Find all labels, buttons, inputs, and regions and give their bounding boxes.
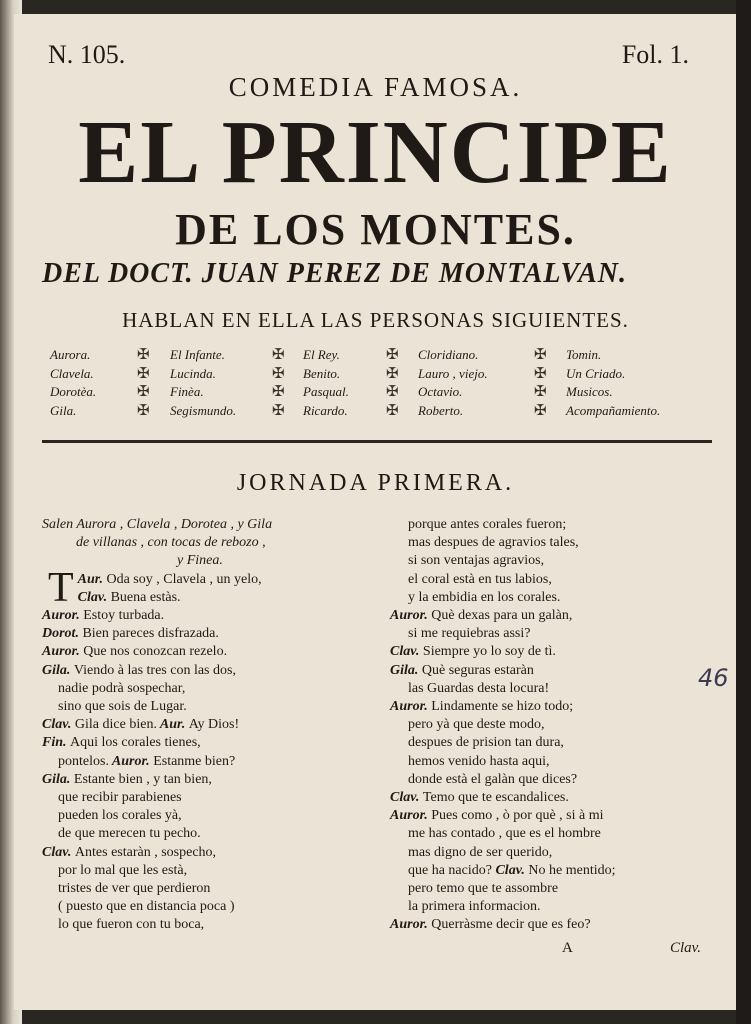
verse-text: pero temo que te assombre [408, 881, 559, 897]
verse-text: si son ventajas agravios, [408, 553, 545, 569]
cross-ornament: ✠ [386, 347, 399, 363]
verse-line [42, 880, 372, 898]
verse-line [390, 680, 720, 698]
persona-name: Segismundo. [170, 402, 237, 418]
verse-text: pontelos. [58, 753, 109, 769]
speaker: Dorot. [42, 626, 83, 642]
verse-text: Querràsme decir que es feo? [431, 917, 591, 933]
verse-text: sino que sois de Lugar. [58, 699, 187, 715]
verse-line [42, 589, 372, 607]
verse-line [390, 625, 720, 643]
verse-text: el coral està en tus labios, [408, 571, 552, 587]
title-line-2: DE LOS MONTES. [175, 205, 576, 254]
verse-line [42, 898, 372, 916]
dramatis-heading: HABLAN EN ELLA LAS PERSONAS SIGUIENTES. [122, 308, 629, 332]
verse-text: pero yà que deste modo, [408, 717, 545, 733]
verse-text: Lindamente se hizo todo; [431, 699, 574, 715]
separator-rule [42, 440, 712, 443]
verse-line [42, 862, 372, 880]
verse-text: que recibir parabienes [58, 790, 182, 806]
persona-name: Roberto. [418, 402, 464, 418]
verse-line [42, 807, 372, 825]
catchword: Clav. [670, 940, 701, 956]
author-line: DEL DOCT. JUAN PEREZ DE MONTALVAN. [42, 258, 627, 289]
folio-number: Fol. 1. [621, 40, 689, 69]
verse-text: Antes estaràn , sospecho, [74, 844, 217, 860]
verse-line [42, 734, 372, 752]
drop-cap: T [48, 564, 74, 611]
verse-line [42, 844, 372, 862]
cross-ornament-column [386, 346, 399, 420]
speaker: Aur. [156, 717, 189, 733]
speaker: Auror. [390, 608, 432, 624]
persona-name: Ricardo. [303, 402, 348, 418]
verse-line [390, 607, 720, 625]
verse-line [42, 698, 372, 716]
verse-text: Siempre yo lo soy de tì. [422, 644, 556, 660]
cross-ornament: ✠ [137, 384, 150, 400]
verse-line [390, 898, 720, 916]
speaker: Aur. [77, 571, 107, 587]
cross-ornament: ✠ [137, 402, 150, 419]
speaker: Clav. [491, 862, 529, 878]
play-number: N. 105. [48, 40, 126, 69]
verse-line [42, 771, 372, 789]
speaker: Gila. [42, 771, 74, 787]
verse-line [42, 825, 372, 843]
act-heading: JORNADA PRIMERA. [236, 470, 515, 496]
persona-name: Lucinda. [170, 365, 216, 381]
verse-line [42, 753, 372, 771]
verse-line [42, 625, 372, 643]
persona-name: Octavio. [418, 384, 463, 399]
speaker: Clav. [42, 844, 75, 860]
verse-line [390, 698, 720, 716]
verse-line [390, 571, 720, 589]
verse-text: si me requiebras assi? [408, 626, 531, 642]
verse-line [42, 716, 372, 734]
verse-text: Estante bien , y tan bien, [73, 771, 212, 787]
persona-name: Finèa. [170, 384, 204, 399]
persona-name: Benito. [303, 365, 341, 381]
verse-line [390, 516, 720, 534]
verse-text: pueden los corales yà, [58, 808, 182, 824]
verse-text: las Guardas desta locura! [408, 680, 550, 696]
verse-line [390, 589, 720, 607]
persona-column [50, 346, 96, 420]
persona-column [418, 346, 488, 420]
verse-text: Viendo à las tres con las dos, [73, 662, 236, 678]
cross-ornament-column [137, 346, 150, 420]
speaker: Auror. [390, 808, 432, 824]
persona-name: Lauro , viejo. [418, 365, 488, 381]
verse-text: tristes de ver que perdieron [58, 881, 211, 897]
verse-text: nadie podrà sospechar, [58, 680, 186, 696]
verse-line [390, 552, 720, 570]
title-line-1: EL PRINCIPE [78, 103, 673, 202]
cross-ornament: ✠ [386, 365, 399, 382]
verse-text: me has contado , que es el hombre [408, 826, 601, 842]
speaker: Auror. [108, 753, 154, 769]
verse-line [390, 789, 720, 807]
persona-name: El Infante. [170, 347, 225, 362]
verse-line [42, 662, 372, 680]
verse-text: la primera informacion. [408, 899, 541, 915]
verse-text: despues de prision tan dura, [408, 735, 564, 751]
verse-line [390, 734, 720, 752]
persona-name: Aurora. [50, 347, 91, 362]
stage-direction-1: Salen Aurora , Clavela , Dorotea , y Gila [42, 517, 273, 532]
speaker: Gila. [42, 662, 74, 678]
cross-ornament: ✠ [534, 384, 547, 400]
verse-text: de que merecen tu pecho. [58, 826, 201, 842]
verse-line [390, 880, 720, 898]
verse-text: que ha nacido? [408, 862, 492, 878]
verse-line [390, 844, 720, 862]
verse-text: ( puesto que en distancia poca ) [58, 899, 235, 915]
persona-name: Musicos. [566, 384, 613, 399]
verse-text: Què seguras estaràn [421, 662, 534, 678]
verse-text: Buena estàs. [110, 589, 181, 605]
cross-ornament: ✠ [137, 347, 150, 363]
left-column [42, 516, 372, 935]
verse-text: por lo mal que les està, [58, 862, 188, 878]
cross-ornament: ✠ [272, 365, 285, 382]
comedia-heading: COMEDIA FAMOSA. [228, 72, 523, 102]
verse-text: Què dexas para un galàn, [431, 608, 573, 624]
speaker: Clav. [77, 589, 111, 605]
verse-line [390, 825, 720, 843]
verse-text: mas digno de ser querido, [408, 844, 553, 860]
verse-line [390, 807, 720, 825]
verse-line [390, 716, 720, 734]
persona-name: Cloridiano. [418, 347, 479, 362]
persona-column [170, 346, 236, 420]
stage-direction-2: de villanas , con tocas de rebozo , [76, 535, 266, 551]
cross-ornament-column [534, 346, 547, 420]
verse-line [42, 789, 372, 807]
persona-name: Un Criado. [566, 365, 626, 381]
verse-text: Ay Dios! [188, 717, 240, 733]
speaker: Fin. [42, 735, 71, 751]
verse-text: Estoy turbada. [83, 608, 165, 624]
cross-ornament: ✠ [272, 384, 285, 400]
speaker: Auror. [42, 644, 84, 660]
cross-ornament: ✠ [272, 402, 285, 419]
speaker: Auror. [390, 699, 432, 715]
cross-ornament: ✠ [386, 402, 399, 419]
verse-text: Que nos conozcan rezelo. [83, 644, 228, 660]
verse-text: Oda soy , Clavela , un yelo, [106, 571, 262, 587]
verse-text: No he mentido; [528, 862, 616, 878]
speaker: Clav. [390, 790, 423, 806]
verse-text: porque antes corales fueron; [408, 517, 567, 532]
persona-column [303, 346, 349, 420]
cross-ornament: ✠ [386, 384, 399, 400]
persona-name: Pasqual. [303, 384, 349, 399]
verse-text: hemos venido hasta aqui, [408, 753, 550, 769]
speaker: Clav. [42, 717, 75, 733]
verse-line [42, 607, 372, 625]
cross-ornament: ✠ [534, 347, 547, 363]
verse-text: donde està el galàn que dices? [408, 771, 578, 787]
verse-text: Gila dice bien. [74, 717, 157, 733]
verse-text: lo que fueron con tu boca, [58, 917, 205, 933]
verse-line [390, 753, 720, 771]
verse-line [390, 534, 720, 552]
cross-ornament: ✠ [534, 402, 547, 419]
speaker: Gila. [390, 662, 422, 678]
cross-ornament: ✠ [272, 347, 285, 363]
speaker: Auror. [390, 917, 432, 933]
persona-column [566, 346, 660, 420]
verse-line [42, 643, 372, 661]
verse-line [390, 643, 720, 661]
stage-direction-3: y Finea. [177, 553, 223, 569]
speaker: Clav. [390, 644, 423, 660]
verse-text: y la embidia en los corales. [408, 589, 561, 605]
signature-mark: A [562, 940, 573, 956]
verse-line [390, 771, 720, 789]
persona-name: Clavela. [50, 365, 94, 381]
handwritten-note: 46 [698, 664, 729, 692]
verse-line [42, 680, 372, 698]
cross-ornament: ✠ [534, 365, 547, 382]
speaker: Auror. [42, 608, 84, 624]
verse-text: Pues como , ò por què , si à mi [431, 808, 604, 824]
verse-line [390, 662, 720, 680]
persona-name: Tomin. [566, 347, 602, 362]
right-column [390, 516, 720, 935]
verse-line [390, 862, 720, 880]
verse-text: Temo que te escandalices. [422, 790, 569, 806]
persona-name: Dorotèa. [50, 384, 97, 399]
verse-line [390, 916, 720, 934]
verse-text: Estanme bien? [153, 753, 236, 769]
verse-text: mas despues de agravios tales, [408, 535, 579, 551]
persona-name: Gila. [50, 402, 77, 418]
verse-line [42, 916, 372, 934]
cross-ornament: ✠ [137, 365, 150, 382]
verse-text: Bien pareces disfrazada. [82, 626, 219, 642]
persona-name: Acompañamiento. [566, 402, 661, 418]
verse-text: Aqui los corales tienes, [70, 735, 201, 751]
cross-ornament-column [272, 346, 285, 420]
persona-name: El Rey. [303, 347, 340, 362]
